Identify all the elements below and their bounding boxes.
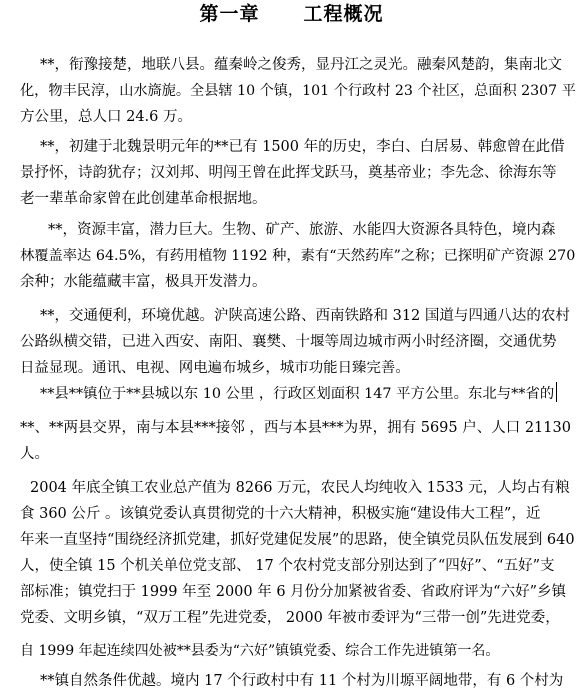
text-line: 余种；水能蕴藏丰富，极具开发潜力。 (20, 274, 267, 290)
text-line: 化，物丰民淳，山水旖旎。全县辖 10 个镇，101 个行政村 23 个社区，总面积 2307 平 (20, 83, 576, 99)
chapter-title: 工程概况 (303, 3, 384, 25)
text-line: **，衔豫接楚，地联八县。蕴秦岭之俊秀，显丹江之灵光。融秦风楚韵，集南北文 (40, 57, 562, 73)
text-line: 方公里，总人口 24.6 万。 (20, 109, 193, 125)
text-line: **，交通便利，环境优越。沪陕高速公路、西南铁路和 312 国道与四通八达的农村 (40, 308, 570, 324)
text-cursor (556, 382, 557, 402)
text-line: 食 360 公斤 。该镇党委认真贯彻党的十六大精神，积极实施“建设伟大工程”，近 (20, 506, 541, 522)
text-line: **、**两县交界，南与本县***接邻 ，西与本县***为界，拥有 5695 户、人口 21130 (20, 420, 571, 436)
text-line: 景抒怀，诗韵犹存；汉刘邦、明闯王曾在此挥戈跃马，奠基帝业；李先念、徐海东等 (20, 165, 557, 181)
text-line: 日益显现。通讯、电视、网电遍布城乡，城市功能日臻完善。 (20, 360, 410, 376)
text-line: 自 1999 年起连续四处被**县委为“六好”镇镇党委、综合工作先进镇第一名。 (20, 643, 500, 659)
text-line: 部标准；镇党扫于 1999 年至 2000 年 6 月份分加紧被省委、省政府评为“六好”乡镇 (20, 584, 567, 600)
text-line: 党委、文明乡镇，“双万工程”先进党委， 2000 年被市委评为“三带一创”先进党委， (20, 610, 560, 626)
chapter-heading (0, 2, 583, 28)
text-line: 人，使全镇 15 个机关单位党支部、 17 个农村党支部分别达到了“四好”、“五好”支 (20, 558, 555, 574)
text-line: **县**镇位于**县城以东 10 公里 ，行政区划面积 147 平方公里。东北与**省的 (40, 386, 555, 402)
text-line: 人。 (20, 446, 49, 462)
text-line: 2004 年底全镇工农业总产值为 8266 万元，农民人均纯收入 1533 元，人均占有粮 (30, 480, 570, 496)
text-line: 老一辈革命家曾在此创建革命根据地。 (20, 191, 267, 207)
text-line: **，初建于北魏景明元年的**已有 1500 年的历史，李白、白居易、韩愈曾在此借 (40, 139, 565, 155)
text-line: 公路纵横交错，已进入西安、南阳、襄樊、十堰等周边城市两小时经济圈，交通优势 (20, 334, 557, 350)
text-line: **，资源丰富，潜力巨大。生物、矿产、旅游、水能四大资源各具特色，境内森 (48, 222, 556, 238)
chapter-number: 第一章 (199, 3, 260, 25)
text-line: **镇自然条件优越。境内 17 个行政村中有 11 个村为川塬平阔地带，有 6 个村为 (40, 673, 564, 689)
text-line: 林覆盖率达 64.5%，有药用植物 1192 种，素有“天然药库”之称；已探明矿产资源 270 (20, 248, 576, 264)
text-line: 年来一直坚持“围绕经济抓党建，抓好党建促发展”的思路，使全镇党员队伍发展到 640 (20, 532, 575, 548)
